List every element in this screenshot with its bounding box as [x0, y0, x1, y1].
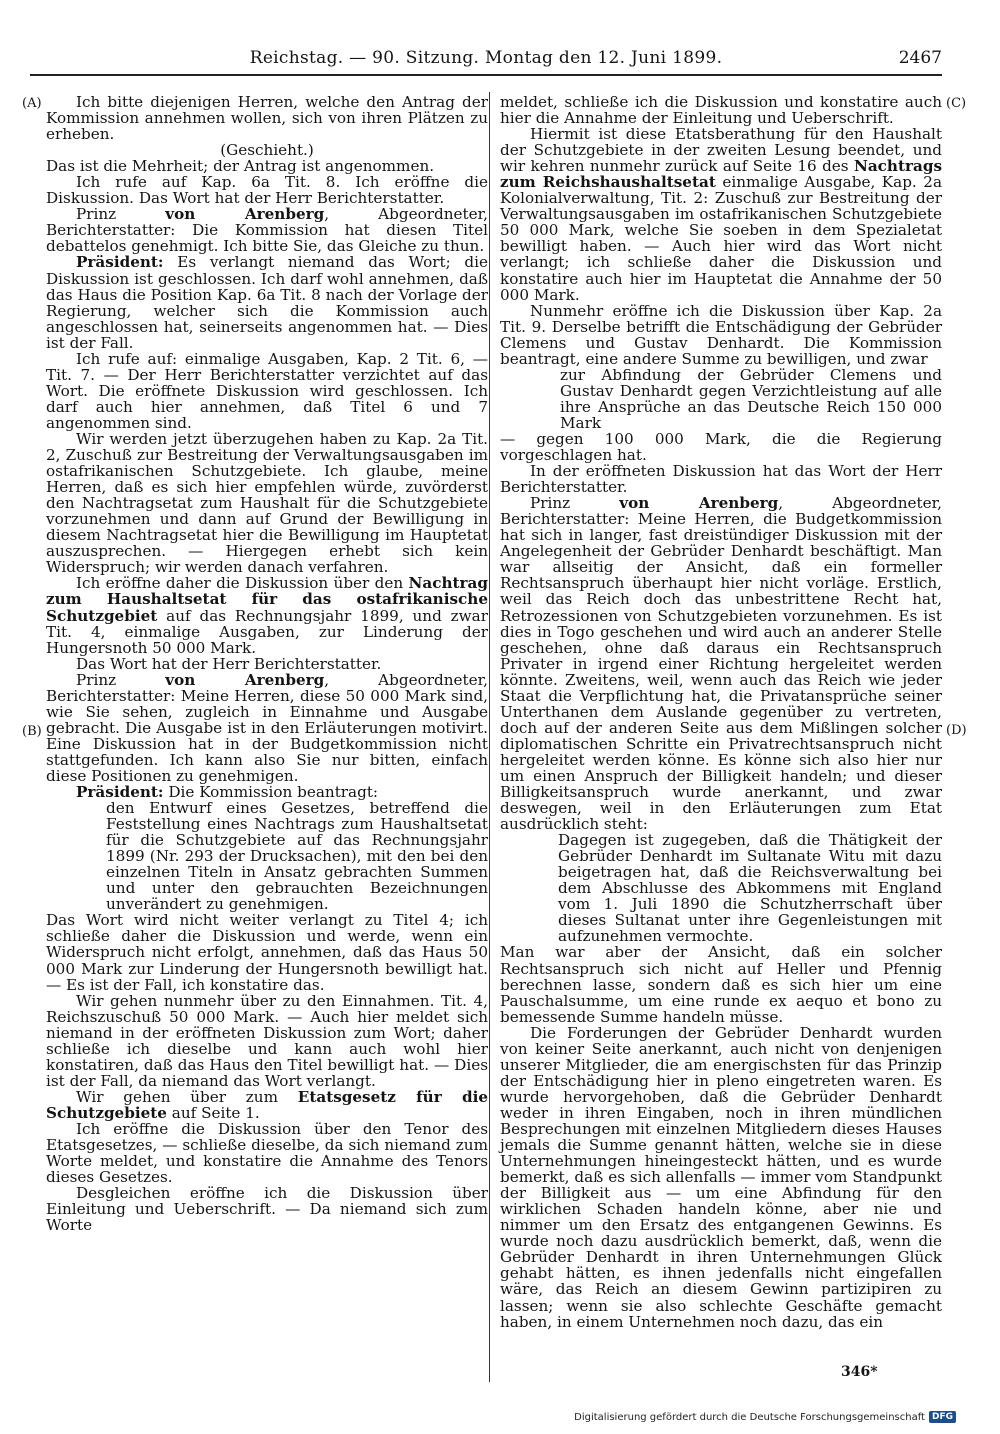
- paragraph: In der eröffneten Diskussion hat das Wort der Herr Berichterstatter.: [500, 462, 942, 497]
- page-number: 2467: [898, 48, 942, 68]
- running-title: Reichstag. — 90. Sitzung. Montag den 12. Juni 1899.: [249, 48, 723, 68]
- paragraph: Prinz von Arenberg, Abgeordneter, Berichterstatter: Meine Herren, die Budgetkommission hat sich in langer, fast dreistündiger Diskussion mit der Angelegenheit der Gebrüder Denhardt beschäftigt. Man war allseitig der Ansicht, daß ein formeller Rechtsanspruch überhaupt hier nicht vorläge. Erstlich, weil das Reich doch das unbestrittene Recht hat, Retrozessionen von Schutzgebieten vorzunehmen. Es ist dies in Togo geschehen und wird auch an anderer Stelle geschehen, ohne daß daraus ein Rechtsanspruch Privater in irgend einer Richtung hergeleitet werden könnte. Zweitens, weil, wenn auch das Reich wie jeder Staat die Verpflichtung hat, die Privatansprüche seiner Unterthanen dem Auslande gegenüber zu vertreten, doch auf der anderen Seite aus dem Mißlingen solcher diplomatischen Schritte ein Privatrechtsanspruch nicht hergeleitet werden könne. Es könne sich also hier nur um einen Anspruch der Billigkeit handeln; und dieser Billigkeitsanspruch wurde anerkannt, und zwar deswegen, weil in den Erläuterungen zum Etat ausdrücklich steht:: [500, 494, 942, 834]
- paragraph: Präsident: Die Kommission beantragt:: [76, 783, 379, 802]
- paragraph: meldet, schließe ich die Diskussion und konstatire auch hier die Annahme der Einleitung und Ueberschrift.: [500, 93, 942, 128]
- speaker-name: von Arenberg: [165, 205, 325, 224]
- paragraph: Man war aber der Ansicht, daß ein solcher Rechtsanspruch sich nicht auf Heller und Pfennig berechnen lasse, sondern daß es sich hier um eine Pauschalsumme, um eine runde ex aequo et bono zu bemessende Summe handeln müsse.: [500, 943, 942, 1026]
- bold-term: Etatsgesetz für die Schutzgebiete: [46, 1087, 488, 1122]
- paragraph: Das Wort wird nicht weiter verlangt zu Titel 4; ich schließe daher die Diskussion und werde, wenn ein Widerspruch nicht erfolgt, annehmen, daß das Haus 50 000 Mark zur Linderung der Hungersnoth bewilligt hat. — Es ist der Fall, ich konstatire das.: [46, 911, 488, 994]
- paragraph: Ich eröffne daher die Diskussion über den Nachtrag zum Haushaltsetat für das ostafrikanische Schutzgebiet auf das Rechnungsjahr 1899, und zwar Tit. 4, einmalige Ausgaben, zur Linderung der Hungersnoth 50 000 Mark.: [46, 574, 488, 657]
- paragraph: Hiermit ist diese Etatsberathung für den Haushalt der Schutzgebiete in der zweiten Lesung beendet, und wir kehren nunmehr zurück auf Seite 16 des Nachtrags zum Reichshaushaltsetat einmalige Ausgabe, Kap. 2a Kolonialverwaltung, Tit. 2: Zuschuß zur Bestreitung der Verwaltungsausgaben im ostafrikanischen Schutzgebiete 50 000 Mark, welche Sie soeben in dem Spezialetat bewilligt haben. — Auch hier wird das Wort nicht verlangt; ich schließe daher die Diskussion und konstatire auch hier im Hauptetat die Annahme der 50 000 Mark.: [500, 125, 943, 304]
- margin-mark-b: (B): [22, 724, 42, 739]
- signature-mark: 346*: [841, 1364, 878, 1380]
- paragraph: Wir werden jetzt überzugehen haben zu Kap. 2a Tit. 2, Zuschuß zur Bestreitung der Verwaltungsausgaben im ostafrikanischen Schutzgebiete. Ich glaube, meine Herren, daß es sich hier empfehlen würde, zuvörderst den Nachtragsetat zum Haushalt für die Schutzgebiete vorzunehmen und dann auf Grund der Bewilligung in diesem Nachtragsetat hier die Bewilligung im Hauptetat auszusprechen. — Hiergegen erhebt sich kein Widerspruch; wir werden danach verfahren.: [46, 429, 488, 577]
- paragraph: Das ist die Mehrheit; der Antrag ist angenommen.: [46, 157, 435, 176]
- margin-mark-d: (D): [946, 723, 967, 738]
- paragraph: Nunmehr eröffne ich die Diskussion über Kap. 2a Tit. 9. Derselbe betrifft die Entschädigung der Gebrüder Clemens und Gustav Denhardt. Die Kommission beantragt, eine andere Summe zu bewilligen, und zwar: [500, 301, 942, 368]
- quoted-motion: zur Abfindung der Gebrüder Clemens und Gustav Denhardt gegen Verzichtleistung auf alle ihre Ansprüche an das Deutsche Reich 150 000 Mark: [560, 365, 942, 432]
- paragraph: — gegen 100 000 Mark, die die Regierung vorgeschlagen hat.: [500, 429, 942, 465]
- paragraph: Wir gehen über zum Etatsgesetz für die Schutzgebiete auf Seite 1.: [46, 1087, 488, 1122]
- paragraph: Ich eröffne die Diskussion über den Tenor des Etatsgesetzes, — schließe dieselbe, da sich niemand zum Worte meldet, und konstatire die Annahme des Tenors dieses Gesetzes.: [46, 1120, 488, 1187]
- quoted-motion: den Entwurf eines Gesetzes, betreffend die Feststellung eines Nachtrags zum Haushaltsetat für die Schutzgebiete auf das Rechnungsjahr 1899 (Nr. 293 der Drucksachen), mit den bei den einzelnen Titeln in Ansatz gebrachten Summen und unter den gebrauchten Bezeichnungen unverändert zu genehmigen.: [106, 799, 488, 914]
- paragraph: Ich bitte diejenigen Herren, welche den Antrag der Kommission annehmen wollen, sich von ihren Plätzen zu erheben.: [46, 93, 488, 144]
- paragraph: (Geschieht.): [220, 141, 314, 160]
- speaker-name: von Arenberg: [165, 670, 325, 689]
- speaker-name: von Arenberg: [619, 494, 779, 513]
- paragraph: Präsident: Es verlangt niemand das Wort; die Diskussion ist geschlossen. Ich darf wohl annehmen, daß das Haus die Position Kap. 6a Tit. 8 nach der Vorlage der Regierung, welcher sich die Kommission auch angeschlossen hat, seinerseits angenommen hat. — Dies ist der Fall.: [46, 253, 488, 352]
- speaker-name: Präsident:: [76, 783, 164, 802]
- margin-mark-c: (C): [946, 96, 967, 111]
- bold-term: Nachtrags zum Reichshaushaltsetat: [500, 157, 942, 192]
- footer-text: Digitalisierung gefördert durch die Deutsche Forschungsgemeinschaft: [574, 1411, 925, 1423]
- speaker-name: Präsident:: [76, 253, 164, 272]
- paragraph: Ich rufe auf: einmalige Ausgaben, Kap. 2 Tit. 6, — Tit. 7. — Der Herr Berichterstatter verzichtet auf das Wort. Die eröffnete Diskussion wird geschlossen. Ich darf auch hier annehmen, daß Titel 6 und 7 angenommen sind.: [46, 349, 488, 432]
- right-column: [500, 94, 942, 1330]
- dfg-logo-icon: DFG: [929, 1411, 956, 1423]
- paragraph: Wir gehen nunmehr über zu den Einnahmen. Tit. 4, Reichszuschuß 50 000 Mark. — Auch hier meldet sich niemand in der eröffneten Diskussion zum Wort; daher schließe ich dieselbe und kann auch wohl hier konstatiren, daß das Haus den Titel bewilligt hat. — Dies ist der Fall, da niemand das Wort verlangt.: [46, 991, 488, 1090]
- paragraph: Prinz von Arenberg, Abgeordneter, Berichterstatter: Meine Herren, diese 50 000 Mark sind, wie Sie sehen, zugleich in Einnahme und Ausgabe gebracht. Die Ausgabe ist in den Erläuterungen motivirt. Eine Diskussion hat in der Budgetkommission nicht stattgefunden. Ich kann also Sie nur bitten, einfach diese Positionen zu genehmigen.: [46, 670, 488, 785]
- paragraph: Das Wort hat der Herr Berichterstatter.: [76, 654, 382, 673]
- bold-term: Nachtrag zum Haushaltsetat für das ostafrikanische Schutzgebiet: [46, 574, 488, 625]
- quoted-explanation: Dagegen ist zugegeben, daß die Thätigkeit der Gebrüder Denhardt im Sultanate Witu mit dazu beigetragen hat, daß die Reichsverwaltung bei dem Abschlusse des Abkommens mit England vom 1. Juli 1890 die Schutzherrschaft über dieses Sultanat unter ihre Gegenleistungen mit aufzunehmen vermochte.: [558, 831, 942, 946]
- left-column: [46, 94, 488, 1233]
- column-divider: [489, 92, 490, 1382]
- paragraph: Prinz von Arenberg, Abgeordneter, Berichterstatter: Die Kommission hat diesen Titel debattelos genehmigt. Ich bitte Sie, das Gleiche zu thun.: [46, 205, 488, 256]
- paragraph: Desgleichen eröffne ich die Diskussion über Einleitung und Ueberschrift. — Da niemand sich zum Worte: [46, 1184, 488, 1235]
- margin-mark-a: (A): [22, 96, 42, 111]
- paragraph: Ich rufe auf Kap. 6a Tit. 8. Ich eröffne die Diskussion. Das Wort hat der Herr Berichterstatter.: [46, 173, 488, 208]
- paragraph: Die Forderungen der Gebrüder Denhardt wurden von keiner Seite anerkannt, auch nicht von denjenigen unserer Mitglieder, die am energischsten für das Prinzip der Entschädigung hier in pleno eingetreten waren. Es wurde hervorgehoben, daß die Gebrüder Denhardt weder in ihren Eingaben, noch in ihren mündlichen Besprechungen mit einzelnen Mitgliedern dieses Hauses jemals die Summe genannt hätten, welche sie in diese Unternehmungen hineingesteckt hätten, und es wurde bemerkt, daß es sich allenfalls — immer vom Standpunkt der Billigkeit aus — um eine Abfindung für den wirklichen Schaden handeln könne, aber nie und nimmer um den Ersatz des entgangenen Gewinns. Es wurde noch dazu ausdrücklich bemerkt, daß, wenn die Gebrüder Denhardt in ihren Unternehmungen Glück gehabt hätten, es ihnen jedenfalls nicht eingefallen wäre, das Reich an diesem Gewinn partizipiren zu lassen; wenn sie also schlechte Geschäfte gemacht haben, in einem Unternehmen noch dazu, das ein: [500, 1023, 942, 1331]
- footer-credit: [574, 1411, 956, 1423]
- page-header: [30, 44, 942, 76]
